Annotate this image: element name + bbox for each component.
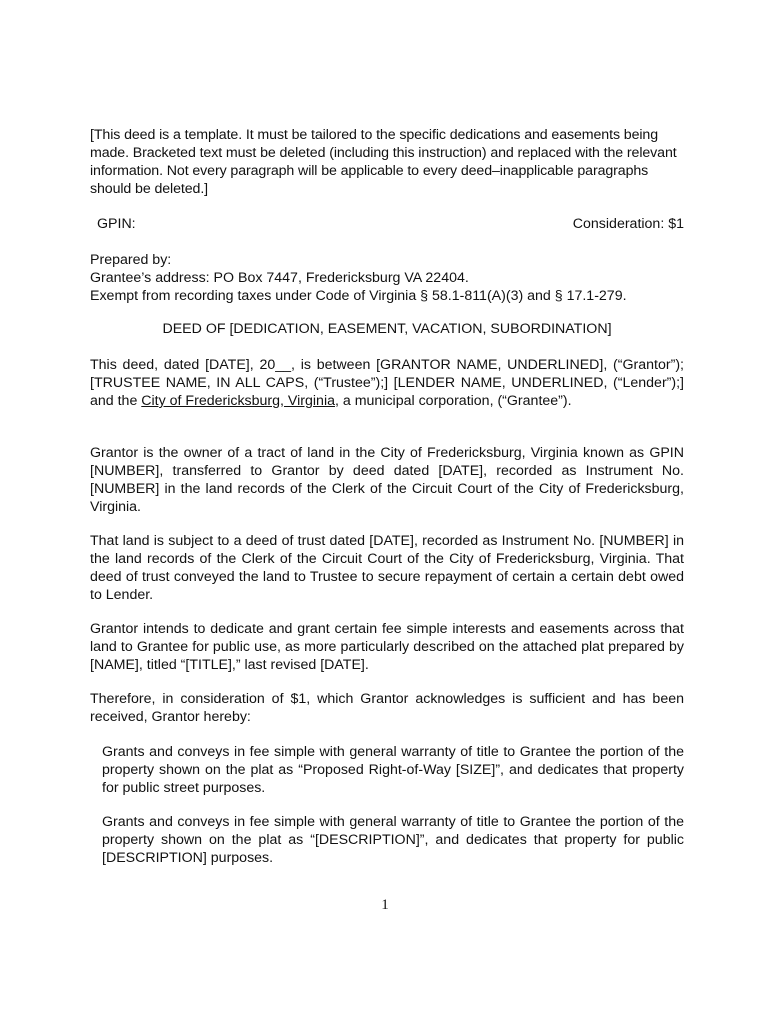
grant-right-of-way: Grants and conveys in fee simple with general warranty of title to Grantee the portion of the property shown on the plat as “Proposed Right-of-Way [SIZE]”, and dedicates that property for public street purposes. xyxy=(102,744,684,796)
intent-paragraph: Grantor intends to dedicate and grant certain fee simple interests and easements across that land to Grantee for public use, as more particularly described on the attached plat prepared by [NAME], titled “[TITLE],” last revised [DATE]. xyxy=(90,621,684,673)
grantee-address: Grantee’s address: PO Box 7447, Fredericksburg VA 22404. xyxy=(90,270,469,286)
parties-text-end: , a municipal corporation, (“Grantee”). xyxy=(335,393,572,409)
prepared-section xyxy=(90,251,684,305)
trust-paragraph: That land is subject to a deed of trust dated [DATE], recorded as Instrument No. [NUMBER] in the land records of the Clerk of the Circuit Court of the City of Fredericksburg, Virginia. That deed of trust conveyed the land to Trustee to secure repayment of certain a certain debt owed to Lender. xyxy=(90,533,684,603)
parties-text: This deed, dated [DATE], 20__, is between [GRANTOR NAME, UNDERLINED], (“Grantor”); [TRUSTEE NAME, IN ALL CAPS, (“Trustee”);] [LENDER NAME, UNDERLINED, (“Lender”);] and the xyxy=(90,357,684,409)
gpin-row xyxy=(90,216,684,232)
gpin-label: GPIN: xyxy=(97,216,136,232)
grantee-name: City of Fredericksburg, Virginia xyxy=(141,393,335,409)
parties-paragraph xyxy=(90,356,684,410)
prepared-by: Prepared by: xyxy=(90,252,172,268)
page-number: 1 xyxy=(381,897,389,913)
template-instruction: [This deed is a template. It must be tailored to the specific dedications and easements being made. Bracketed text must be deleted (including this instruction) and replaced with the relevant information. Not every paragraph will be applicable to every deed–inapplicable paragraphs should be deleted.] xyxy=(90,127,677,197)
grant-other: Grants and conveys in fee simple with general warranty of title to Grantee the portion of the property shown on the plat as “[DESCRIPTION]”, and dedicates that property for public [DESCRIPTION] purposes. xyxy=(102,814,684,866)
consideration: Consideration: $1 xyxy=(572,216,684,232)
deed-title: DEED OF [DEDICATION, EASEMENT, VACATION, SUBORDINATION] xyxy=(162,321,612,337)
tax-exemption: Exempt from recording taxes under Code of Virginia § 58.1-811(A)(3) and § 17.1-279. xyxy=(90,288,627,304)
owner-paragraph: Grantor is the owner of a tract of land in the City of Fredericksburg, Virginia known as GPIN [NUMBER], transferred to Grantor by deed dated [DATE], recorded as Instrument No. [NUMBER] in the land records of the Clerk of the Circuit Court of the City of Fredericksburg, Virginia. xyxy=(90,445,684,515)
therefore-paragraph: Therefore, in consideration of $1, which Grantor acknowledges is sufficient and has been received, Grantor hereby: xyxy=(90,691,684,725)
